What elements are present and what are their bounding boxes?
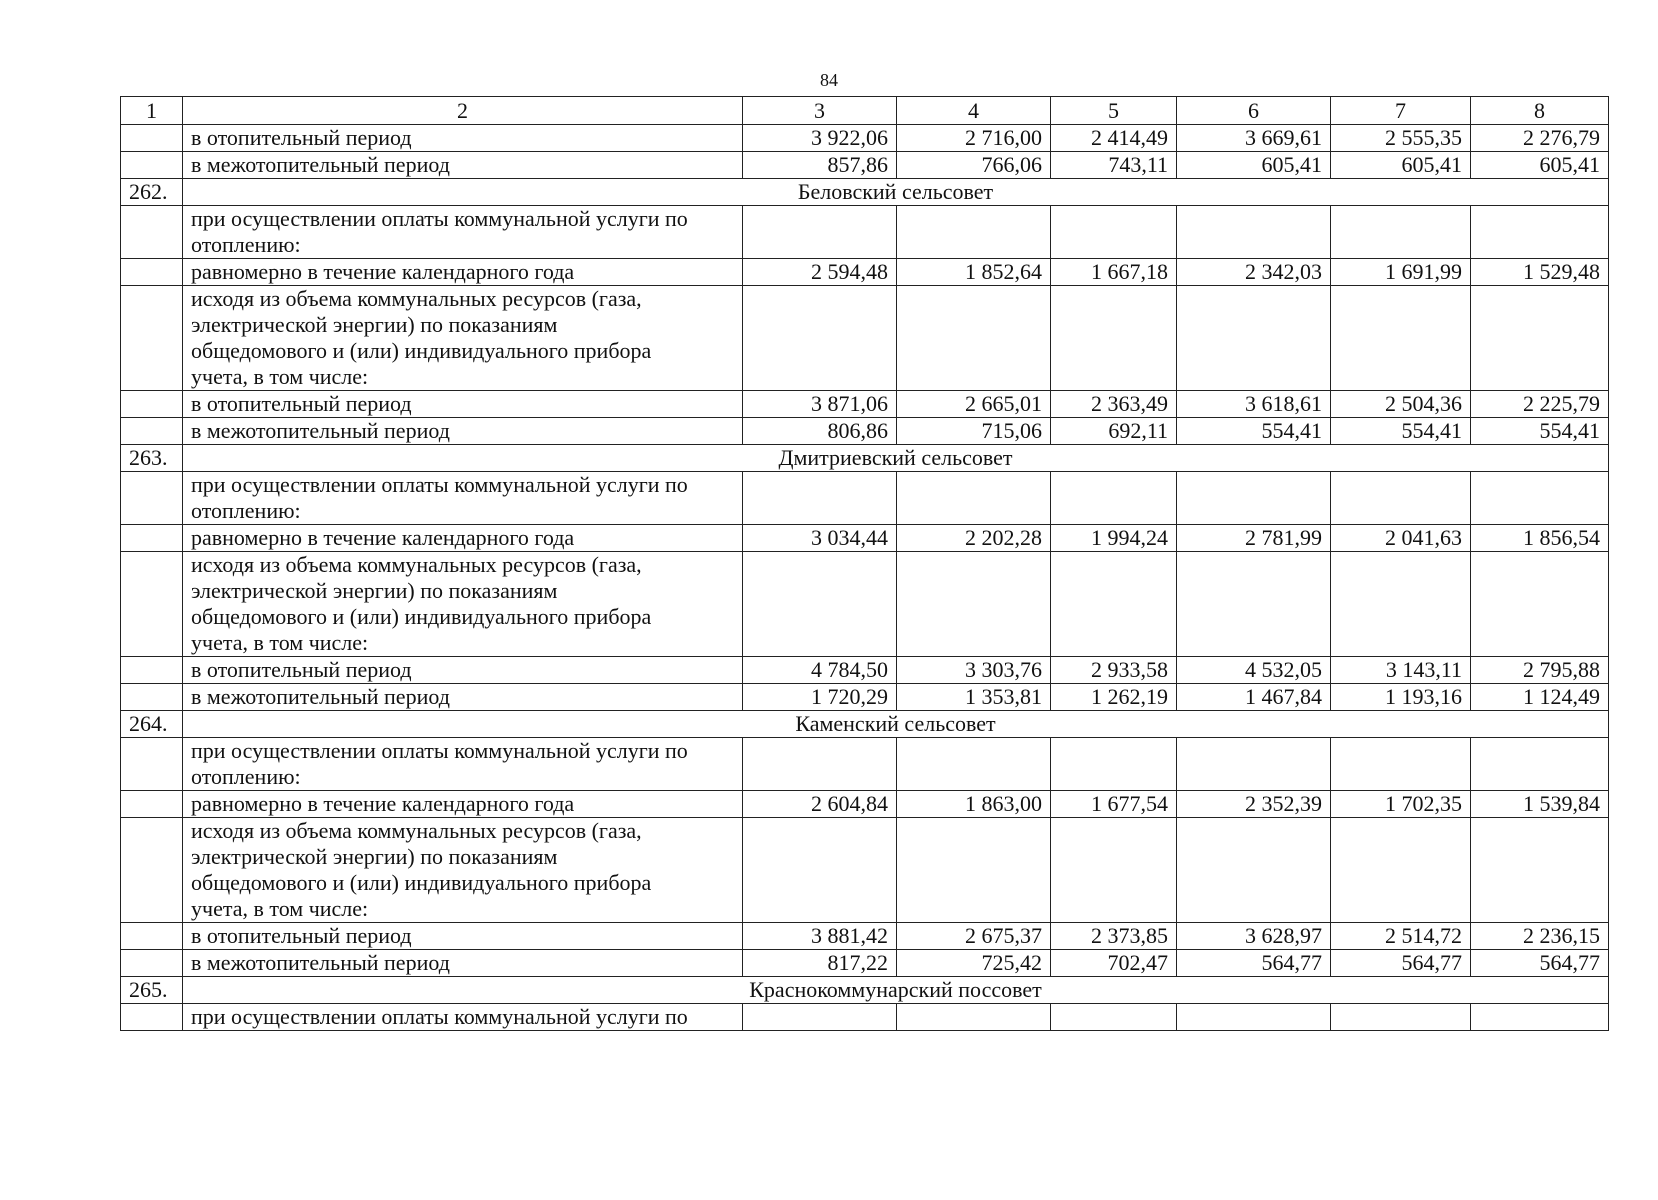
row-label-cell: в отопительный период [183, 657, 743, 684]
data-row [121, 923, 1609, 950]
value-cell: 2 665,01 [897, 391, 1051, 418]
value-cell [897, 206, 1051, 259]
value-cell: 1 852,64 [897, 259, 1051, 286]
data-row [121, 684, 1609, 711]
value-cell [897, 818, 1051, 923]
value-cell: 1 677,54 [1051, 791, 1177, 818]
row-label-cell [183, 286, 743, 391]
value-cell: 605,41 [1177, 152, 1331, 179]
row-label-cell: в отопительный период [183, 391, 743, 418]
section-number: 262. [121, 179, 183, 206]
value-cell: 1 856,54 [1471, 525, 1609, 552]
data-row [121, 391, 1609, 418]
table-body [121, 97, 1609, 1031]
value-cell: 4 532,05 [1177, 657, 1331, 684]
row-number-cell [121, 259, 183, 286]
value-cell [1177, 552, 1331, 657]
value-cell [743, 206, 897, 259]
value-cell: 605,41 [1331, 152, 1471, 179]
header-cell-5: 5 [1051, 97, 1177, 125]
value-cell: 857,86 [743, 152, 897, 179]
header-cell-4: 4 [897, 97, 1051, 125]
section-title: Краснокоммунарский поссовет [183, 977, 1609, 1004]
value-cell: 3 881,42 [743, 923, 897, 950]
value-cell [1471, 206, 1609, 259]
row-label-line: отоплению: [191, 498, 301, 523]
row-label-line: учета, в том числе: [191, 364, 369, 389]
header-cell-7: 7 [1331, 97, 1471, 125]
value-cell [1177, 286, 1331, 391]
value-cell [1471, 1004, 1609, 1031]
value-cell: 1 994,24 [1051, 525, 1177, 552]
value-cell: 2 041,63 [1331, 525, 1471, 552]
text-row [121, 738, 1609, 791]
text-row [121, 818, 1609, 923]
row-label-cell: в межотопительный период [183, 684, 743, 711]
value-cell: 766,06 [897, 152, 1051, 179]
value-cell: 2 342,03 [1177, 259, 1331, 286]
value-cell: 1 193,16 [1331, 684, 1471, 711]
text-row [121, 552, 1609, 657]
value-cell: 3 303,76 [897, 657, 1051, 684]
header-row [121, 97, 1609, 125]
value-cell: 2 225,79 [1471, 391, 1609, 418]
row-label-line: общедомового и (или) индивидуального прибора [191, 870, 652, 895]
value-cell: 1 667,18 [1051, 259, 1177, 286]
value-cell [897, 552, 1051, 657]
value-cell: 2 555,35 [1331, 125, 1471, 152]
row-label-cell [183, 1004, 743, 1031]
row-number-cell [121, 525, 183, 552]
value-cell [1051, 472, 1177, 525]
value-cell [1177, 738, 1331, 791]
tariff-table [120, 96, 1609, 1031]
row-label-line: учета, в том числе: [191, 896, 369, 921]
value-cell: 702,47 [1051, 950, 1177, 977]
value-cell: 2 514,72 [1331, 923, 1471, 950]
row-label-line: исходя из объема коммунальных ресурсов (газа, [191, 818, 642, 843]
row-label-cell: в отопительный период [183, 923, 743, 950]
row-number-cell [121, 391, 183, 418]
value-cell [897, 286, 1051, 391]
row-number-cell [121, 418, 183, 445]
row-number-cell [121, 552, 183, 657]
row-number-cell [121, 206, 183, 259]
row-label-line: электрической энергии) по показаниям [191, 312, 558, 337]
text-row [121, 1004, 1609, 1031]
row-label-cell [183, 818, 743, 923]
row-label-cell: равномерно в течение календарного года [183, 791, 743, 818]
text-row [121, 206, 1609, 259]
value-cell [1051, 206, 1177, 259]
value-cell: 2 675,37 [897, 923, 1051, 950]
row-label-cell: равномерно в течение календарного года [183, 525, 743, 552]
row-number-cell [121, 818, 183, 923]
value-cell: 2 363,49 [1051, 391, 1177, 418]
value-cell: 1 691,99 [1331, 259, 1471, 286]
section-title: Беловский сельсовет [183, 179, 1609, 206]
value-cell [1471, 738, 1609, 791]
row-label-line: электрической энергии) по показаниям [191, 844, 558, 869]
value-cell: 554,41 [1471, 418, 1609, 445]
row-number-cell [121, 738, 183, 791]
value-cell [1051, 552, 1177, 657]
row-label-cell [183, 738, 743, 791]
value-cell [1331, 818, 1471, 923]
data-row [121, 152, 1609, 179]
row-label-line: исходя из объема коммунальных ресурсов (газа, [191, 286, 642, 311]
data-row [121, 259, 1609, 286]
value-cell [743, 286, 897, 391]
value-cell [1051, 738, 1177, 791]
text-row [121, 472, 1609, 525]
header-cell-2: 2 [183, 97, 743, 125]
value-cell [1331, 1004, 1471, 1031]
value-cell [1471, 818, 1609, 923]
value-cell: 2 594,48 [743, 259, 897, 286]
section-title: Дмитриевский сельсовет [183, 445, 1609, 472]
row-number-cell [121, 950, 183, 977]
value-cell [743, 552, 897, 657]
value-cell: 1 262,19 [1051, 684, 1177, 711]
section-title: Каменский сельсовет [183, 711, 1609, 738]
data-row [121, 418, 1609, 445]
row-number-cell [121, 286, 183, 391]
value-cell: 564,77 [1177, 950, 1331, 977]
section-row [121, 445, 1609, 472]
value-cell [1177, 1004, 1331, 1031]
row-label-line: общедомового и (или) индивидуального прибора [191, 604, 652, 629]
row-label-cell [183, 206, 743, 259]
value-cell [743, 818, 897, 923]
data-row [121, 657, 1609, 684]
value-cell: 817,22 [743, 950, 897, 977]
value-cell: 725,42 [897, 950, 1051, 977]
value-cell [1177, 206, 1331, 259]
value-cell [1331, 552, 1471, 657]
value-cell: 3 922,06 [743, 125, 897, 152]
value-cell [1177, 818, 1331, 923]
value-cell: 2 202,28 [897, 525, 1051, 552]
row-label-cell: в межотопительный период [183, 152, 743, 179]
value-cell: 3 034,44 [743, 525, 897, 552]
row-number-cell [121, 657, 183, 684]
row-label-line: при осуществлении оплаты коммунальной услуги по [191, 206, 688, 231]
section-number: 265. [121, 977, 183, 1004]
value-cell: 3 618,61 [1177, 391, 1331, 418]
value-cell: 1 702,35 [1331, 791, 1471, 818]
value-cell [897, 1004, 1051, 1031]
value-cell: 1 720,29 [743, 684, 897, 711]
value-cell: 564,77 [1471, 950, 1609, 977]
row-label-line: при осуществлении оплаты коммунальной услуги по [191, 1004, 688, 1029]
row-label-line: исходя из объема коммунальных ресурсов (газа, [191, 552, 642, 577]
row-label-line: при осуществлении оплаты коммунальной услуги по [191, 472, 688, 497]
row-label-line: учета, в том числе: [191, 630, 369, 655]
value-cell [1331, 738, 1471, 791]
row-number-cell [121, 125, 183, 152]
header-cell-3: 3 [743, 97, 897, 125]
value-cell [1471, 286, 1609, 391]
value-cell: 2 352,39 [1177, 791, 1331, 818]
section-row [121, 711, 1609, 738]
row-label-cell: в межотопительный период [183, 950, 743, 977]
value-cell: 2 933,58 [1051, 657, 1177, 684]
row-label-line: отоплению: [191, 232, 301, 257]
row-number-cell [121, 923, 183, 950]
row-label-line: отоплению: [191, 764, 301, 789]
value-cell: 4 784,50 [743, 657, 897, 684]
header-cell-6: 6 [1177, 97, 1331, 125]
text-row [121, 286, 1609, 391]
value-cell: 806,86 [743, 418, 897, 445]
value-cell: 564,77 [1331, 950, 1471, 977]
value-cell [743, 1004, 897, 1031]
value-cell [1051, 1004, 1177, 1031]
value-cell: 2 604,84 [743, 791, 897, 818]
row-number-cell [121, 791, 183, 818]
row-number-cell [121, 472, 183, 525]
value-cell: 554,41 [1331, 418, 1471, 445]
value-cell [1471, 472, 1609, 525]
value-cell [1051, 818, 1177, 923]
row-label-cell: равномерно в течение календарного года [183, 259, 743, 286]
value-cell: 1 863,00 [897, 791, 1051, 818]
value-cell: 1 124,49 [1471, 684, 1609, 711]
value-cell [1471, 552, 1609, 657]
value-cell: 554,41 [1177, 418, 1331, 445]
data-row [121, 125, 1609, 152]
row-number-cell [121, 684, 183, 711]
value-cell: 2 414,49 [1051, 125, 1177, 152]
value-cell: 3 871,06 [743, 391, 897, 418]
data-row [121, 525, 1609, 552]
header-cell-8: 8 [1471, 97, 1609, 125]
value-cell: 3 669,61 [1177, 125, 1331, 152]
value-cell: 1 529,48 [1471, 259, 1609, 286]
value-cell: 2 236,15 [1471, 923, 1609, 950]
value-cell [1051, 286, 1177, 391]
value-cell: 2 795,88 [1471, 657, 1609, 684]
value-cell [1331, 472, 1471, 525]
value-cell: 1 539,84 [1471, 791, 1609, 818]
value-cell: 692,11 [1051, 418, 1177, 445]
value-cell: 605,41 [1471, 152, 1609, 179]
row-label-cell [183, 472, 743, 525]
value-cell: 3 628,97 [1177, 923, 1331, 950]
row-label-line: общедомового и (или) индивидуального прибора [191, 338, 652, 363]
section-number: 263. [121, 445, 183, 472]
value-cell [897, 738, 1051, 791]
row-label-cell [183, 552, 743, 657]
value-cell: 3 143,11 [1331, 657, 1471, 684]
value-cell: 2 373,85 [1051, 923, 1177, 950]
header-cell-1: 1 [121, 97, 183, 125]
row-number-cell [121, 1004, 183, 1031]
value-cell [1331, 206, 1471, 259]
value-cell: 2 781,99 [1177, 525, 1331, 552]
section-number: 264. [121, 711, 183, 738]
row-label-line: электрической энергии) по показаниям [191, 578, 558, 603]
value-cell [1331, 286, 1471, 391]
row-label-cell: в отопительный период [183, 125, 743, 152]
section-row [121, 977, 1609, 1004]
page-number: 84 [820, 70, 838, 90]
value-cell [743, 738, 897, 791]
row-label-line: при осуществлении оплаты коммунальной услуги по [191, 738, 688, 763]
value-cell: 715,06 [897, 418, 1051, 445]
value-cell: 1 467,84 [1177, 684, 1331, 711]
value-cell: 1 353,81 [897, 684, 1051, 711]
value-cell: 2 276,79 [1471, 125, 1609, 152]
data-row [121, 791, 1609, 818]
data-row [121, 950, 1609, 977]
value-cell: 2 504,36 [1331, 391, 1471, 418]
row-label-cell: в межотопительный период [183, 418, 743, 445]
section-row [121, 179, 1609, 206]
value-cell [897, 472, 1051, 525]
value-cell [1177, 472, 1331, 525]
value-cell: 2 716,00 [897, 125, 1051, 152]
value-cell [743, 472, 897, 525]
value-cell: 743,11 [1051, 152, 1177, 179]
row-number-cell [121, 152, 183, 179]
